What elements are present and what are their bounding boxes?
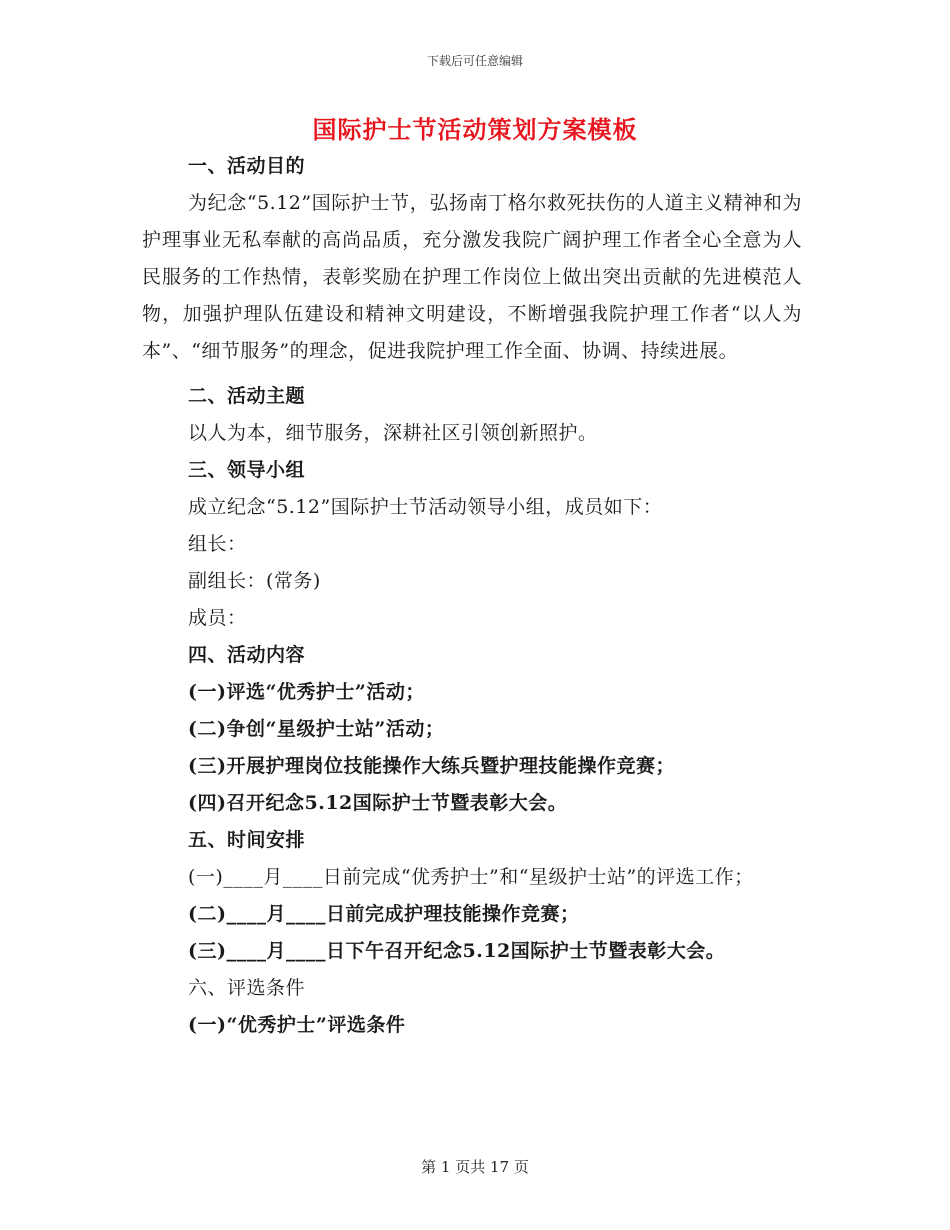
schedule-item: (一)____月____日前完成“优秀护士”和“星级护士站”的评选工作；: [188, 866, 754, 888]
document-title: 国际护士节活动策划方案模板: [312, 115, 638, 144]
activity-item: (一)评选“优秀护士”活动；: [188, 681, 425, 703]
section-heading-leadership: 三、领导小组: [188, 459, 306, 481]
activity-item: (二)争创“星级护士站”活动；: [188, 718, 445, 740]
schedule-item: (三)____月____日下午召开纪念5.12国际护士节暨表彰大会。: [188, 940, 726, 962]
section-heading-theme: 二、活动主题: [188, 385, 306, 407]
activity-item: (三)开展护理岗位技能操作大练兵暨护理技能操作竞赛；: [188, 755, 675, 777]
document-body: [142, 148, 802, 1044]
vice-leader-line: 副组长：(常务): [188, 570, 321, 592]
page-header-note: 下载后可任意编辑: [426, 54, 523, 68]
section-heading-criteria: 六、评选条件: [188, 977, 306, 999]
activity-item: (四)召开纪念5.12国际护士节暨表彰大会。: [188, 792, 568, 814]
page-footer-page-number: 第 1 页共 17 页: [421, 1158, 529, 1176]
section-body-leadership: 成立纪念“5.12”国际护士节活动领导小组，成员如下：: [188, 496, 663, 518]
schedule-item: (二)____月____日前完成护理技能操作竞赛；: [188, 903, 580, 925]
section-heading-schedule: 五、时间安排: [188, 829, 306, 851]
members-line: 成员：: [188, 607, 247, 629]
section-body-purpose: 为纪念“5.12”国际护士节，弘扬南丁格尔救死扶伤的人道主义精神和为护理事业无私奉献的高尚品质，充分激发我院广阔护理工作者全心全意为人民服务的工作热情，表彰奖励在护理工作岗位上做出突出贡献的先进模范人物，加强护理队伍建设和精神文明建设，不断增强我院护理工作者“以人为本”、“细节服务”的理念，促进我院护理工作全面、协调、持续进展。: [142, 192, 802, 362]
leader-line: 组长：: [188, 533, 247, 555]
section-body-theme: 以人为本，细节服务，深耕社区引领创新照护。: [188, 422, 598, 444]
section-heading-purpose: 一、活动目的: [188, 155, 306, 177]
section-heading-activities: 四、活动内容: [188, 644, 306, 666]
criteria-subheading: (一)“优秀护士”评选条件: [188, 1014, 406, 1036]
